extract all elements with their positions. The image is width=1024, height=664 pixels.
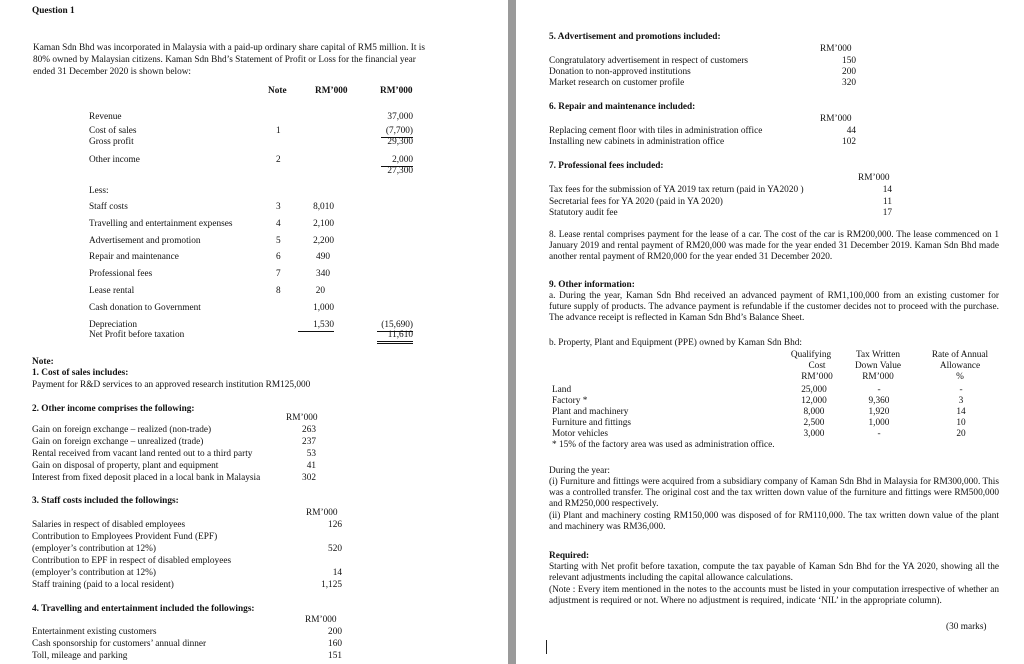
expense-label: Lease rental [89,286,135,296]
list-item-amount: 126 [328,520,342,530]
intro-line-2: 80% owned by Malaysian citizens. Kaman Sdn Bhd’s Statement of Profit or Loss for the financial year [33,55,416,65]
ppe-row-qc: 2,500 [803,418,825,428]
intro-line-3: ended 31 December 2020 is shown below: [33,67,192,77]
note9b-text: b. Property, Plant and Equipment (PPE) owned by Kaman Sdn Bhd: [549,338,802,348]
ppe-row-tw: 1,920 [868,407,890,417]
note2-title: 2. Other income comprises the following: [32,404,195,414]
required-note: (Note : Every item mentioned in the notes to the accounts must be listed in your computation irrespective of whether an adjustment is required or not. Where no adjustment is required, indicate ‘NIL’ in the appropriate column). [549,585,999,606]
expense-note: 8 [276,286,281,296]
gross-profit-total: 29,300 [387,137,413,147]
note3-title: 3. Staff costs included the followings: [32,496,179,506]
ppe-header-qc3: RM’000 [801,372,833,382]
ppe-header-qc1: Qualifying [790,350,832,360]
list-item: Secretarial fees for YA 2020 (paid in YA 2020) [549,197,723,207]
list-item-amount: 14 [332,568,342,578]
ppe-row-rate: 10 [956,418,966,428]
right-page [516,0,1024,664]
note7-title: 7. Professional fees included: [549,161,664,171]
ppe-header-ra2: Allowance [939,361,981,371]
expenses-total: (15,690) [377,320,413,332]
during-title: During the year: [549,466,610,476]
during-ii-text: (ii) Plant and machinery costing RM150,000 was disposed of for RM110,000. The tax written down value of the plant and machinery was RM36,000. [549,511,999,532]
expense-note: 7 [276,269,281,279]
ppe-row-label: Furniture and fittings [552,418,632,428]
required-text: Starting with Net profit before taxation, compute the tax payable of Kaman Sdn Bhd for the YA 2020, showing all the relevant adjustments including the capital allowance calculations. [549,562,999,583]
ppe-row-qc: 3,000 [803,429,825,439]
list-item: Market research on customer profile [549,78,685,88]
note8-text: 8. Lease rental comprises payment for the lease of a car. The cost of the car is RM200,000. The lease commenced on 1 January 2019 and rental payment of RM20,000 was made for the year ended 31 December 2019. Kaman Sdn Bhd made another rental payment of RM20,000 for the year ended 31 December 2020. [549,230,999,262]
note-header: Note: [32,357,54,367]
list-item: Contribution to EPF in respect of disabled employees [32,556,232,566]
revenue-total: 37,000 [387,112,413,122]
note9-title: 9. Other information: [549,280,635,290]
expense-amount: 8,010 [313,202,334,212]
ppe-row-qc: 25,000 [801,385,827,395]
list-item-amount: 302 [302,473,316,483]
note2-unit: RM’000 [286,413,318,423]
note1-line: Payment for R&D services to an approved research institution RM125,000 [32,380,311,390]
expense-amount: 1,000 [313,303,334,313]
other-income-note: 2 [276,155,281,165]
note9a-text: a. During the year, Kaman Sdn Bhd received an advanced payment of RM1,100,000 from an existing customer for future supply of products. The advance payment is refundable if the customer decides not to proceed with the purchase. The advance receipt is reflected in Kaman Sdn Bhd’s Balance Sheet. [549,291,999,323]
expense-label: Depreciation [89,320,138,330]
ppe-row-tw: - [877,429,881,439]
list-item: Gain on foreign exchange – unrealized (trade) [32,437,204,447]
intro-line-1: Kaman Sdn Bhd was incorporated in Malaysia with a paid-up ordinary share capital of RM5 million. It is [33,43,425,53]
note6-title: 6. Repair and maintenance included: [549,102,696,112]
expense-note: 6 [276,252,281,262]
col-rm2: RM’000 [380,86,413,96]
expense-amount: 490 [316,252,330,262]
list-item: Gain on disposal of property, plant and equipment [32,461,219,471]
during-i-text: (i) Furniture and fittings were acquired from a subsidiary company of Kaman Sdn Bhd in Malaysia for RM300,000. This was a controlled transfer. The original cost and the tax written down value of the furniture and fittings were RM500,000 and RM250,000 respectively. [549,477,999,509]
list-item-amount: 263 [302,425,316,435]
ppe-header-tw1: Tax Written [856,350,900,360]
expense-amount: 1,530 [298,320,334,332]
ppe-row-label: Land [552,385,572,395]
expense-label: Advertisement and promotion [89,236,201,246]
list-item: Interest from fixed deposit placed in a local bank in Malaysia [32,473,261,483]
expense-amount: 2,100 [313,219,334,229]
expense-label: Travelling and entertainment expenses [89,219,233,229]
ppe-row-label: Plant and machinery [552,407,629,417]
ppe-row-label: Motor vehicles [552,429,609,439]
ppe-row-tw: 1,000 [868,418,890,428]
expense-amount: 340 [316,269,330,279]
list-item: Contribution to Employees Provident Fund (EPF) [32,532,218,542]
ppe-header-tw2: Down Value [854,361,902,371]
list-item-amount: 11 [883,197,892,207]
list-item: Salaries in respect of disabled employees [32,520,186,530]
list-item-amount: 237 [302,437,316,447]
revenue-label: Revenue [89,112,122,122]
ppe-row-label: Factory * [552,396,588,406]
other-income-label: Other income [89,155,140,165]
list-item: Toll, mileage and parking [32,651,128,661]
expense-label: Cash donation to Government [89,303,201,313]
list-item-amount: 151 [328,651,342,661]
list-item-amount: 320 [842,78,856,88]
list-item-amount: 200 [842,67,856,77]
note3-unit: RM’000 [306,508,338,518]
ppe-row-rate: - [959,385,963,395]
expense-note: 3 [276,202,281,212]
left-page [0,0,508,664]
col-rm1: RM’000 [315,86,348,96]
note5-unit: RM’000 [820,44,852,54]
note1-title: 1. Cost of sales includes: [32,368,129,378]
list-item: (employer’s contribution at 12%) [32,568,157,578]
question-title: Question 1 [32,6,75,16]
list-item: Statutory audit fee [549,208,618,218]
note5-title: 5. Advertisement and promotions included: [549,32,721,42]
note7-unit: RM’000 [858,173,890,183]
list-item: Staff training (paid to a local resident) [32,580,174,590]
expense-note: 4 [276,219,281,229]
required-title: Required: [549,551,590,561]
list-item: (employer’s contribution at 12%) [32,544,157,554]
cost-of-sales-label: Cost of sales [89,126,137,136]
other-income-total: 2,000 [381,155,413,167]
ppe-row-rate: 20 [956,429,966,439]
ppe-header-ra3: % [956,372,964,382]
gross-profit-label: Gross profit [89,137,134,147]
expense-label: Staff costs [89,202,128,212]
list-item-amount: 520 [328,544,342,554]
list-item: Replacing cement floor with tiles in administration office [549,126,763,136]
list-item: Gain on foreign exchange – realized (non-trade) [32,425,212,435]
ppe-header-qc2: Cost [808,361,826,371]
net-profit-total: 11,610 [377,330,413,344]
list-item-amount: 14 [882,185,892,195]
list-item: Congratulatory advertisement in respect of customers [549,56,749,66]
marks: (30 marks) [946,622,987,632]
list-item: Installing new cabinets in administration office [549,137,725,147]
note4-title: 4. Travelling and entertainment included the followings: [32,604,255,614]
list-item-amount: 44 [846,126,856,136]
list-item: Rental received from vacant land rented out to a third party [32,449,253,459]
list-item-amount: 160 [328,639,342,649]
ppe-row-rate: 14 [956,407,966,417]
ppe-row-tw: 9,360 [868,396,890,406]
list-item-amount: 53 [306,449,316,459]
ppe-header-tw3: RM’000 [862,372,894,382]
ppe-footnote: * 15% of the factory area was used as administration office. [552,440,775,450]
ppe-row-tw: - [877,385,881,395]
list-item-amount: 200 [328,627,342,637]
less-label: Less: [89,186,109,196]
expense-amount: 20 [315,286,325,296]
list-item-amount: 17 [882,208,892,218]
list-item: Donation to non-approved institutions [549,67,691,77]
note6-unit: RM’000 [820,114,852,124]
ppe-header-ra1: Rate of Annual [931,350,989,360]
list-item-amount: 102 [842,137,856,147]
ppe-row-rate: 3 [958,396,964,406]
net-profit-label: Net Profit before taxation [89,330,185,340]
list-item-amount: 41 [306,461,316,471]
expense-amount: 2,200 [313,236,334,246]
list-item: Entertainment existing customers [32,627,157,637]
expense-note: 5 [276,236,281,246]
expense-label: Professional fees [89,269,153,279]
cost-of-sales-total: (7,700) [381,126,413,138]
ppe-row-qc: 8,000 [803,407,825,417]
list-item-amount: 150 [842,56,856,66]
subtotal-income: 27,300 [387,166,413,176]
list-item: Cash sponsorship for customers’ annual dinner [32,639,207,649]
ppe-row-qc: 12,000 [801,396,827,406]
text-cursor [546,640,547,654]
expense-label: Repair and maintenance [89,252,179,262]
list-item-amount: 1,125 [321,580,342,590]
cost-of-sales-note: 1 [276,126,281,136]
col-note: Note [268,86,287,96]
note4-unit: RM’000 [305,615,337,625]
list-item: Tax fees for the submission of YA 2019 tax return (paid in YA2020 ) [549,185,804,195]
